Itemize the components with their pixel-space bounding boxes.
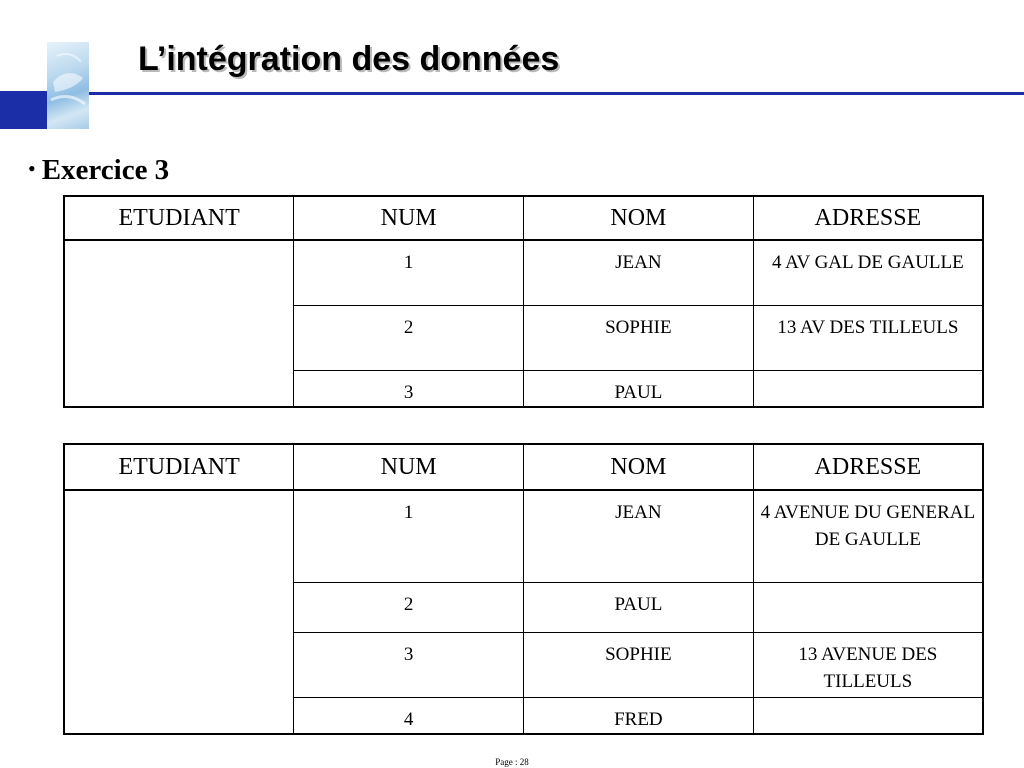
slide-title: L’intégration des données <box>138 40 560 78</box>
num-cell: 2 <box>294 305 524 370</box>
nom-cell: PAUL <box>524 370 754 407</box>
adresse-cell: 4 AVENUE DU GENERAL DE GAULLE <box>753 490 983 582</box>
adresse-cell: 13 AVENUE DES TILLEULS <box>753 632 983 697</box>
logo-graphic <box>47 42 89 129</box>
adresse-cell: 13 AV DES TILLEULS <box>753 305 983 370</box>
num-cell: 3 <box>294 370 524 407</box>
student-table-2 <box>63 443 984 735</box>
num-cell: 2 <box>294 582 524 632</box>
num-cell: 4 <box>294 697 524 734</box>
bullet-dot-icon: • <box>28 156 36 181</box>
adresse-cell: 4 AV GAL DE GAULLE <box>753 240 983 305</box>
table-header-row <box>64 444 983 490</box>
nom-cell: PAUL <box>524 582 754 632</box>
header-num: NUM <box>294 196 524 240</box>
student-table-1 <box>63 195 984 408</box>
header-etudiant: ETUDIANT <box>64 444 294 490</box>
table-row <box>64 490 983 582</box>
adresse-cell <box>753 582 983 632</box>
page-footer: Page : 28 <box>495 757 529 767</box>
num-cell: 3 <box>294 632 524 697</box>
header-adresse: ADRESSE <box>753 196 983 240</box>
logo-image <box>47 42 89 129</box>
num-cell: 1 <box>294 240 524 305</box>
adresse-cell <box>753 370 983 407</box>
num-cell: 1 <box>294 490 524 582</box>
bullet-text: Exercice 3 <box>41 154 170 186</box>
etudiant-cell <box>64 490 294 734</box>
table-row <box>64 240 983 305</box>
header-num: NUM <box>294 444 524 490</box>
nom-cell: SOPHIE <box>524 632 754 697</box>
etudiant-cell <box>64 240 294 407</box>
nom-cell: JEAN <box>524 240 754 305</box>
title-underline-rule <box>88 92 1024 95</box>
bullet-item <box>28 154 169 187</box>
header-nom: NOM <box>524 196 754 240</box>
nom-cell: FRED <box>524 697 754 734</box>
adresse-cell <box>753 697 983 734</box>
nom-cell: JEAN <box>524 490 754 582</box>
header-etudiant: ETUDIANT <box>64 196 294 240</box>
header-nom: NOM <box>524 444 754 490</box>
title-accent-band <box>0 91 48 129</box>
header-adresse: ADRESSE <box>753 444 983 490</box>
table-header-row <box>64 196 983 240</box>
nom-cell: SOPHIE <box>524 305 754 370</box>
